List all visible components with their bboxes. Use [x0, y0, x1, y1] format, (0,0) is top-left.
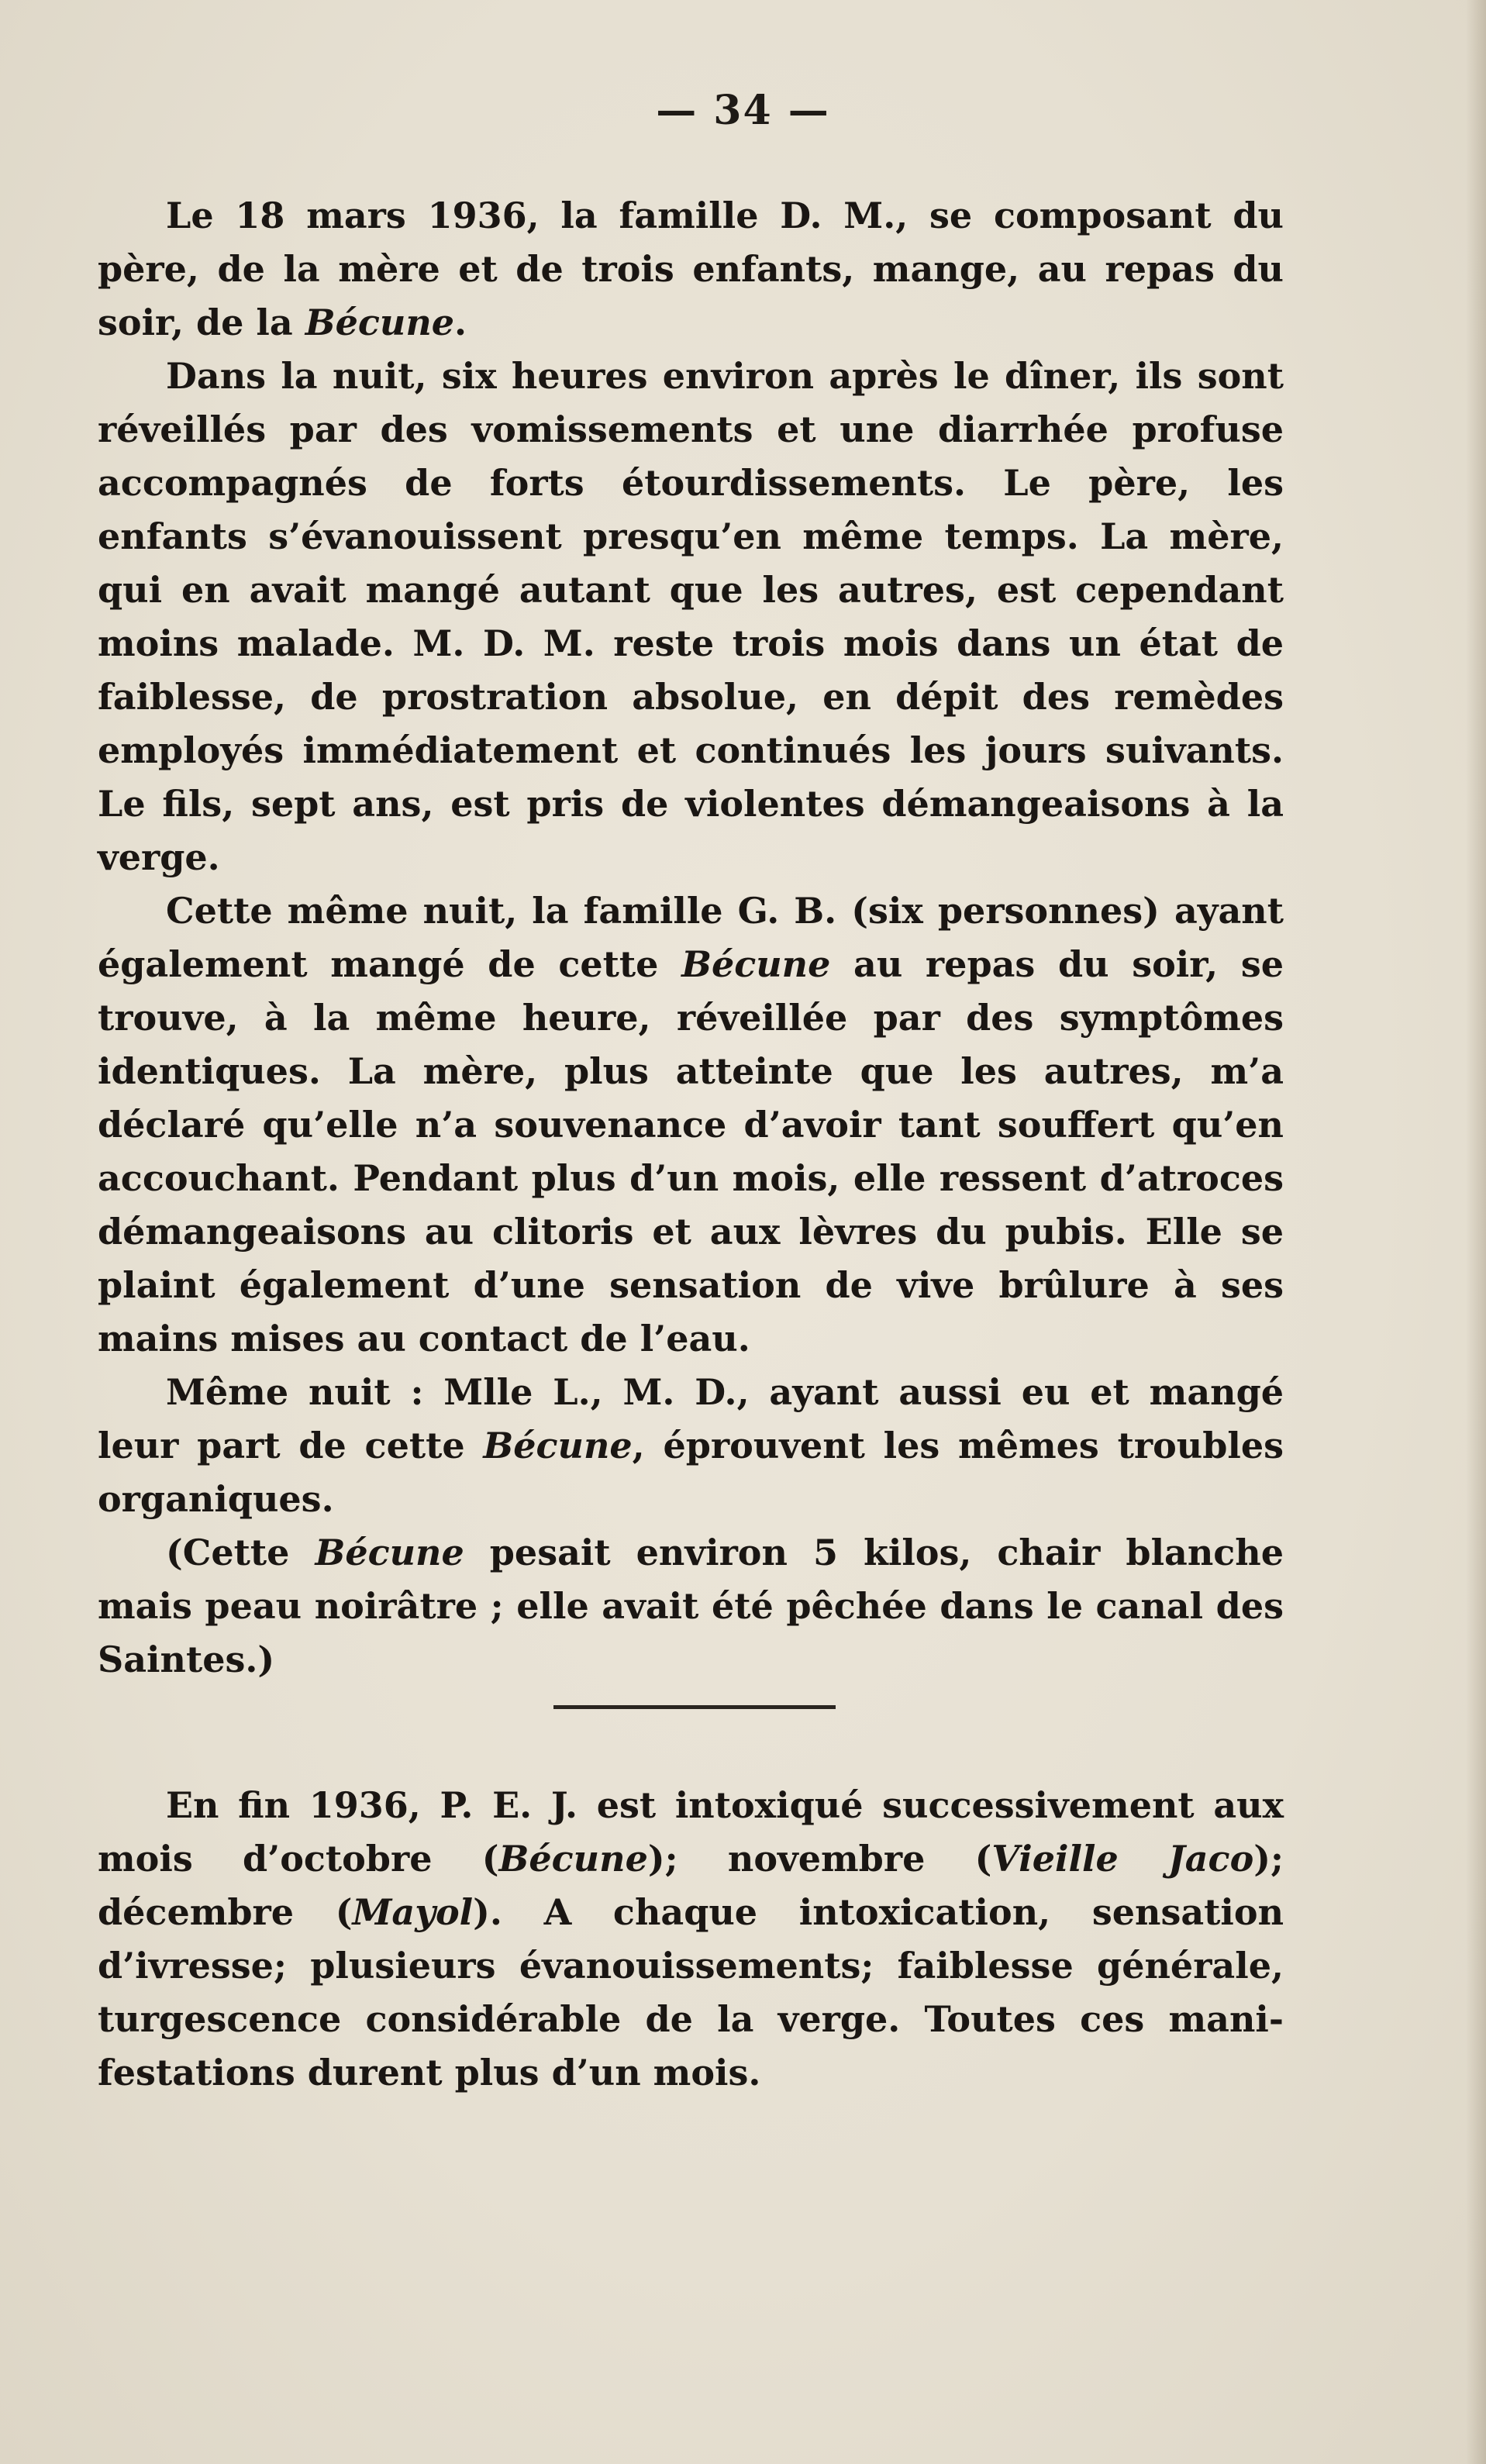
paragraph-2: Dans la nuit, six heures environ après le dîner, ils sont réveillés par des vomissements et une diarrhée profuse accompagnés de forts étourdissements. Le père, les enfants s’évanouissent presqu’en même temps. La mère, qui en avait mangé autant que les autres, est cependant moins malade. M. D. M. reste trois mois dans un état de faiblesse, de prostration absolue, en dépit des remèdes employés immédiatement et continués les jours suivants. Le fils, sept ans, est pris de violentes démangeaisons à la verge. — [98, 355, 1284, 878]
paragraph-4-text-2: , éprouvent les mêmes troubles organiques. — [98, 1425, 1284, 1520]
paragraph-5-text-2: pesait environ 5 kilos, chair blanche mais peau noirâtre ; elle avait été pêchée dans le canal des Saintes.) — [98, 1532, 1284, 1680]
paragraph-4 — [98, 1366, 1284, 1526]
paragraph-1 — [98, 189, 1284, 350]
paragraph-4-text-1: Même nuit : Mlle L., M. D., ayant aussi eu et mangé leur part de cette — [98, 1371, 1284, 1466]
page-edge-shadow — [1466, 0, 1486, 2464]
paragraph-1-text-1: Le 18 mars 1936, la famille D. M., se composant du père, de la mère et de trois enfants, mange, au repas du soir, de la — [98, 195, 1284, 343]
paragraph-5-text-1: (Cette — [166, 1532, 315, 1573]
paragraph-3-text-2: au repas du soir, se trouve, à la même heure, réveillée par des symptômes identiques. La mère, plus atteinte que les autres, m’a déclaré qu’elle n’a souvenance d’avoir tant souffert qu’en accouchant. Pendant plus d’un mois, elle ressent d’atroces démangeaisons au clitoris et aux lèvres du pubis. Elle se plaint également d’une sensation de vive brûlure à ses mains mises au contact de l’eau. — [98, 943, 1284, 1360]
paragraph-3 — [98, 884, 1284, 1366]
paragraph-6-text-1: En fin 1936, P. E. J. est intoxiqué successivement aux mois d’octobre ( — [98, 1784, 1284, 1880]
paragraph-3-fish-name: Bécune — [681, 943, 831, 985]
paragraph-5-fish-name: Bécune — [315, 1532, 464, 1573]
paragraph-6-fish-name-1: Bécune — [498, 1838, 648, 1880]
page-number: — 34 — — [656, 87, 830, 134]
case-report-section-1 — [98, 189, 1284, 1687]
paragraph-6-text-3: ); décembre ( — [98, 1838, 1284, 1933]
paragraph-6-text-4: ). A chaque intoxication, sensation d’ivresse; plusieurs évanouissements; faiblesse générale, turgescence considérable de la verge. Toutes ces manifestations durent plus d’un mois. — [98, 1891, 1284, 2094]
paragraph-6-fish-name-3: Mayol — [352, 1891, 474, 1933]
paragraph-6-fish-name-2: Vieille Jaco — [991, 1838, 1254, 1880]
section-divider — [553, 1705, 836, 1709]
paragraph-6 — [98, 1779, 1284, 2100]
paragraph-1-fish-name: Bécune — [305, 302, 455, 343]
case-report-section-2 — [98, 1779, 1284, 2100]
paragraph-1-text-2: . — [454, 302, 467, 343]
paragraph-6-text-2: ); novembre ( — [647, 1838, 992, 1880]
paragraph-3-text-1: Cette même nuit, la famille G. B. (six personnes) ayant également mangé de cette — [98, 890, 1284, 985]
paragraph-4-fish-name: Bécune — [483, 1425, 633, 1466]
paragraph-5 — [98, 1526, 1284, 1687]
